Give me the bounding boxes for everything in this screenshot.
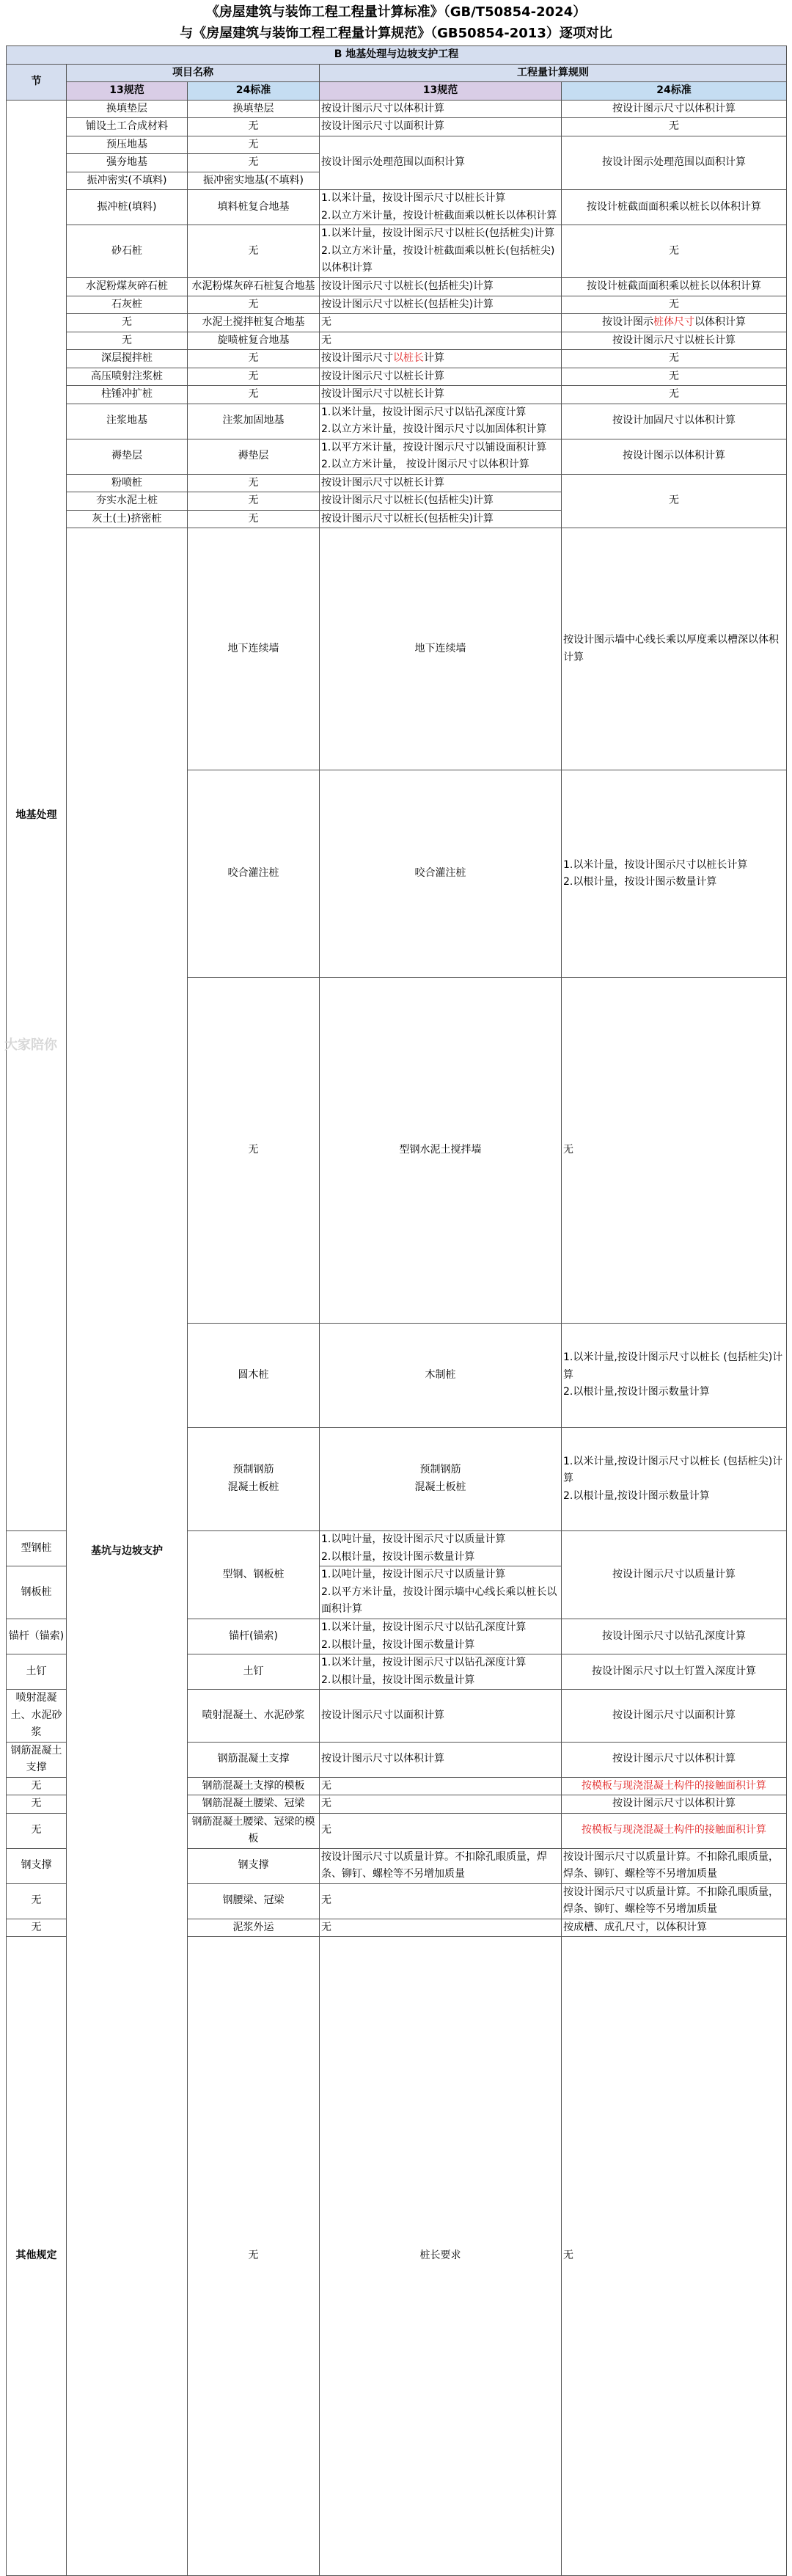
name-24: 桩长要求	[320, 1937, 562, 2576]
name-13: 预制钢筋 混凝土板桩	[188, 1427, 320, 1531]
name-24: 木制桩	[320, 1324, 562, 1428]
name-13: 柱锤冲扩桩	[67, 386, 188, 404]
highlight-text: 以桩长	[393, 352, 424, 364]
comparison-table	[6, 45, 787, 2576]
name-24: 无	[188, 492, 320, 511]
rule-24-header: 24标准	[562, 82, 787, 101]
rule-13: 1.以平方米计量，按设计图示尺寸以铺设面积计算 2.以立方米计量， 按设计图示尺寸以体积计算	[320, 439, 562, 474]
rule-24: 按设计桩截面面积乘以桩长以体积计算	[562, 190, 787, 225]
table-row	[7, 332, 787, 350]
name-13: 钢板桩	[7, 1566, 67, 1619]
name-24: 旋喷桩复合地基	[188, 332, 320, 350]
rule-13-header: 13规范	[320, 82, 562, 101]
section-label: 地基处理	[7, 100, 67, 1531]
table-row	[7, 404, 787, 439]
name-13: 咬合灌注桩	[188, 770, 320, 978]
name-13: 土钉	[7, 1654, 67, 1690]
table-row	[7, 225, 787, 278]
name-24: 褥垫层	[188, 439, 320, 474]
name-24: 无	[188, 350, 320, 368]
rule-13: 按设计图示尺寸以桩长(包括桩尖)计算	[320, 492, 562, 511]
name-13: 无	[7, 1777, 67, 1795]
table-row	[7, 528, 787, 770]
rule-24: 无	[562, 118, 787, 136]
name-13: 无	[188, 978, 320, 1324]
rule-13: 1.以吨计量，按设计图示尺寸以质量计算 2.以根计量，按设计图示数量计算	[320, 1531, 562, 1566]
name-24: 无	[188, 136, 320, 154]
name-24: 地下连续墙	[320, 528, 562, 770]
name-24: 填料桩复合地基	[188, 190, 320, 225]
name-24: 土钉	[188, 1654, 320, 1690]
item-name-header: 项目名称	[67, 64, 320, 82]
rules-header: 工程量计算规则	[320, 64, 787, 82]
rule-24: 按设计图示尺寸以钻孔深度计算	[562, 1619, 787, 1654]
name-13: 石灰桩	[67, 296, 188, 314]
rule-24: 按设计图示尺寸以体积计算	[562, 1742, 787, 1777]
name-13: 水泥粉煤灰碎石桩	[67, 278, 188, 296]
name-24: 无	[188, 386, 320, 404]
name-13: 换填垫层	[67, 100, 188, 118]
name-24: 钢筋混凝土腰梁、冠梁的模板	[188, 1813, 320, 1848]
rule-13: 按设计图示尺寸以桩长(包括桩尖)计算	[320, 296, 562, 314]
rule-13: 无	[320, 1883, 562, 1919]
name-24: 钢支撑	[188, 1848, 320, 1883]
name-24: 换填垫层	[188, 100, 320, 118]
name-24: 无	[188, 225, 320, 278]
rule-13: 按设计图示尺寸以桩长计算	[320, 474, 562, 492]
rule-13: 按设计图示尺寸以桩长计算	[320, 386, 562, 404]
name-13: 无	[7, 1883, 67, 1919]
rule-24: 无	[562, 350, 787, 368]
rule-24: 按设计图示尺寸以体积计算	[562, 1795, 787, 1814]
rule-13: 无	[320, 332, 562, 350]
name-13: 圆木桩	[188, 1324, 320, 1428]
rule-13: 无	[320, 1777, 562, 1795]
section-column-header: 节	[7, 64, 67, 100]
name-13: 夯实水泥土桩	[67, 492, 188, 511]
rule-24: 按模板与现浇混凝土构件的接触面积计算	[562, 1777, 787, 1795]
name-24: 泥浆外运	[188, 1919, 320, 1937]
rule-24: 无	[562, 386, 787, 404]
rule-24: 按设计图示尺寸以面积计算	[562, 1690, 787, 1743]
name-13: 喷射混凝土、水泥砂浆	[7, 1690, 67, 1743]
table-row	[7, 368, 787, 386]
name-13-header: 13规范	[67, 82, 188, 101]
name-24: 水泥粉煤灰碎石桩复合地基	[188, 278, 320, 296]
name-13: 无	[7, 1795, 67, 1814]
table-row	[7, 350, 787, 368]
name-13: 高压喷射注浆桩	[67, 368, 188, 386]
name-13: 无	[7, 1919, 67, 1937]
rule-13: 按设计图示墙中心线长乘以厚度乘以槽深以体积计算	[562, 528, 787, 770]
title-line-2: 与《房屋建筑与装饰工程工程量计算规范》（GB50854-2013）逐项对比	[180, 26, 612, 41]
rule-24: 无	[562, 225, 787, 278]
rule-13: 1.以米计量，按设计图示尺寸以桩长计算 2.以立方米计量，按设计桩截面乘以桩长以体积计算	[320, 190, 562, 225]
highlight-text: 桩体尺寸	[653, 316, 694, 328]
rule-13: 1.以米计量，按设计图示尺寸以钻孔深度计算 2.以立方米计量，按设计图示尺寸以加固体积计算	[320, 404, 562, 439]
rule-13: 按设计图示尺寸以面积计算	[320, 1690, 562, 1743]
name-24: 型钢水泥土搅拌墙	[320, 978, 562, 1324]
name-24: 喷射混凝土、水泥砂浆	[188, 1690, 320, 1743]
rule-24: 无	[562, 474, 787, 528]
rule-13: 1.以吨计量，按设计图示尺寸以质量计算 2.以平方米计量，按设计图示墙中心线长乘以桩长以面积计算	[320, 1566, 562, 1619]
rule-24: 无	[562, 296, 787, 314]
rule-24: 按设计图示桩体尺寸以体积计算	[562, 314, 787, 332]
name-24: 预制钢筋 混凝土板桩	[320, 1427, 562, 1531]
rule-24: 按设计桩截面面积乘以桩长以体积计算	[562, 278, 787, 296]
rule-13: 1.以米计量,按设计图示尺寸以桩长 (包括桩尖)计算 2.以根计量,按设计图示数量计算	[562, 1324, 787, 1428]
rule-13: 无	[320, 314, 562, 332]
rule-13: 按设计图示尺寸以桩长计算	[320, 350, 562, 368]
section-label: 其他规定	[7, 1937, 67, 2576]
name-24: 锚杆(锚索)	[188, 1619, 320, 1654]
table-row	[7, 314, 787, 332]
rule-13: 按设计图示尺寸以面积计算	[320, 118, 562, 136]
rule-24: 按设计图示尺寸以质量计算。不扣除孔眼质量，焊条、铆钉、螺栓等不另增加质量	[562, 1883, 787, 1919]
rule-13: 1.以米计量，按设计图示尺寸以桩长计算 2.以根计量，按设计图示数量计算	[562, 770, 787, 978]
name-24: 振冲密实地基(不填料)	[188, 172, 320, 190]
name-13: 钢筋混凝土支撑	[7, 1742, 67, 1777]
name-24: 无	[188, 474, 320, 492]
table-row	[7, 136, 787, 154]
rule-13: 1.以米计量，按设计图示尺寸以钻孔深度计算 2.以根计量，按设计图示数量计算	[320, 1654, 562, 1690]
table-row	[7, 474, 787, 492]
rule-13: 无	[562, 978, 787, 1324]
name-13: 无	[67, 332, 188, 350]
name-24: 咬合灌注桩	[320, 770, 562, 978]
name-24: 水泥土搅拌桩复合地基	[188, 314, 320, 332]
rule-13: 按设计图示处理范围以面积计算	[320, 136, 562, 190]
rule-13: 1.以米计量，按设计图示尺寸以桩长(包括桩尖)计算 2.以立方米计量，按设计桩截面乘以桩长(包括桩尖)以体积计算	[320, 225, 562, 278]
rule-13: 按设计图示尺寸以体积计算	[320, 1742, 562, 1777]
name-13: 钢支撑	[7, 1848, 67, 1883]
name-24: 无	[188, 296, 320, 314]
table-row	[7, 190, 787, 225]
rule-24: 按设计图示尺寸以土钉置入深度计算	[562, 1654, 787, 1690]
table-main-header: B 地基处理与边坡支护工程	[7, 46, 787, 65]
name-24-header: 24标准	[188, 82, 320, 101]
rule-24: 按设计图示尺寸以质量计算。不扣除孔眼质量，焊条、铆钉、螺栓等不另增加质量	[562, 1848, 787, 1883]
table-row	[7, 296, 787, 314]
rule-24: 按设计图示尺寸以体积计算	[562, 100, 787, 118]
rule-13: 按设计图示尺寸以桩长(包括桩尖)计算	[320, 278, 562, 296]
name-24: 无	[188, 118, 320, 136]
rule-13: 按设计图示尺寸以桩长计算	[320, 368, 562, 386]
rule-13: 按设计图示尺寸以桩长(包括桩尖)计算	[320, 510, 562, 528]
watermark-logo: 大家陪你	[4, 1037, 57, 1053]
table-row	[7, 100, 787, 118]
rule-13: 无	[320, 1813, 562, 1848]
rule-13: 按设计图示尺寸以质量计算。不扣除孔眼质量，焊条、铆钉、螺栓等不另增加质量	[320, 1848, 562, 1883]
rule-13: 无	[562, 1937, 787, 2576]
rule-13: 1.以米计量，按设计图示尺寸以钻孔深度计算 2.以根计量，按设计图示数量计算	[320, 1619, 562, 1654]
title-line-1: 《房屋建筑与装饰工程工程量计算标准》（GB/T50854-2024）	[205, 4, 587, 20]
name-13: 粉喷桩	[67, 474, 188, 492]
table-row	[7, 278, 787, 296]
name-13: 地下连续墙	[188, 528, 320, 770]
name-24: 注浆加固地基	[188, 404, 320, 439]
name-13: 强夯地基	[67, 154, 188, 172]
rule-24: 按设计图示尺寸以桩长计算	[562, 332, 787, 350]
name-24: 型钢、钢板桩	[188, 1531, 320, 1619]
name-13: 振冲密实(不填料)	[67, 172, 188, 190]
table-row	[7, 118, 787, 136]
name-13: 型钢桩	[7, 1531, 67, 1566]
name-13: 褥垫层	[67, 439, 188, 474]
rule-13: 无	[320, 1795, 562, 1814]
name-24: 无	[188, 510, 320, 528]
name-13: 铺设土工合成材料	[67, 118, 188, 136]
rule-24: 按设计加固尺寸以体积计算	[562, 404, 787, 439]
name-13: 灰土(土)挤密桩	[67, 510, 188, 528]
name-13: 注浆地基	[67, 404, 188, 439]
name-13: 砂石桩	[67, 225, 188, 278]
rule-13: 无	[320, 1919, 562, 1937]
rule-24: 按模板与现浇混凝土构件的接触面积计算	[562, 1813, 787, 1848]
name-24: 钢筋混凝土支撑的模板	[188, 1777, 320, 1795]
table-row	[7, 386, 787, 404]
name-24: 无	[188, 368, 320, 386]
name-13: 预压地基	[67, 136, 188, 154]
name-24: 钢筋混凝土腰梁、冠梁	[188, 1795, 320, 1814]
name-13: 无	[188, 1937, 320, 2576]
name-13: 深层搅拌桩	[67, 350, 188, 368]
section-label: 基坑与边坡支护	[67, 528, 188, 2576]
rule-24: 无	[562, 368, 787, 386]
name-24: 无	[188, 154, 320, 172]
rule-13: 1.以米计量,按设计图示尺寸以桩长 (包括桩尖)计算 2.以根计量,按设计图示数量计算	[562, 1427, 787, 1531]
name-13: 无	[7, 1813, 67, 1848]
name-13: 锚杆（锚索)	[7, 1619, 67, 1654]
name-13: 无	[67, 314, 188, 332]
rule-24: 按设计图示尺寸以质量计算	[562, 1531, 787, 1619]
name-24: 钢筋混凝土支撑	[188, 1742, 320, 1777]
table-row	[7, 439, 787, 474]
rule-24: 按成槽、成孔尺寸，以体积计算	[562, 1919, 787, 1937]
rule-13: 按设计图示尺寸以体积计算	[320, 100, 562, 118]
rule-24: 按设计图示以体积计算	[562, 439, 787, 474]
name-24: 钢腰梁、冠梁	[188, 1883, 320, 1919]
name-13: 振冲桩(填料)	[67, 190, 188, 225]
rule-24: 按设计图示处理范围以面积计算	[562, 136, 787, 190]
